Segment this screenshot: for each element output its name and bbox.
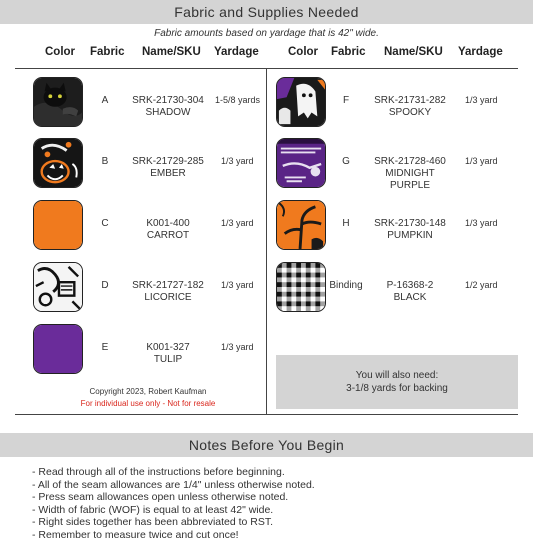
note-item: - Right sides together has been abbreviated to RST.	[32, 516, 274, 528]
copyright-text: Copyright 2023, Robert Kaufman	[89, 387, 207, 396]
fabric-yardage: 1/3 yard	[465, 218, 498, 228]
gingham-check-icon	[276, 262, 326, 312]
fabric-letter: F	[342, 95, 350, 106]
col-name-sku-right: Name/SKU	[384, 46, 443, 58]
col-yardage-right: Yardage	[458, 46, 503, 58]
solid-purple-icon	[33, 324, 83, 374]
fabric-name-sku: K001-400 CARROT	[146, 218, 190, 241]
fabric-yardage: 1/2 yard	[465, 280, 498, 290]
fabric-row-binding	[276, 262, 518, 324]
note-item: - Press seam allowances open unless otherwise noted.	[32, 491, 289, 503]
col-name-sku-left: Name/SKU	[142, 46, 201, 58]
fabric-name-sku: SRK-21727-182 LICORICE	[132, 280, 204, 303]
fabric-name-sku: P-16368-2 BLACK	[386, 280, 434, 303]
fabric-yardage: 1/3 yard	[221, 280, 254, 290]
fabric-row-d	[33, 262, 263, 324]
black-cat-print-icon	[33, 77, 83, 127]
notes-banner	[0, 433, 533, 457]
pumpkin-faces-print-icon	[33, 138, 83, 188]
col-fabric-right: Fabric	[331, 46, 366, 58]
col-yardage-left: Yardage	[214, 46, 259, 58]
fabric-letter: B	[101, 156, 109, 167]
fabric-supplies-banner	[0, 0, 533, 24]
fabric-letter: A	[101, 95, 109, 106]
fabric-yardage: 1/3 yard	[465, 156, 498, 166]
solid-orange-icon	[33, 200, 83, 250]
fabric-yardage: 1/3 yard	[221, 342, 254, 352]
fabric-yardage: 1-5/8 yards	[215, 95, 261, 105]
fabric-letter: D	[101, 280, 109, 291]
fabric-name-sku: K001-327 TULIP	[146, 342, 190, 365]
note-item: - All of the seam allowances are 1/4" unless otherwise noted.	[32, 478, 315, 491]
fabric-row-e	[33, 324, 263, 386]
note-item: - Remember to measure twice and cut once!	[32, 528, 239, 541]
col-color-left: Color	[45, 46, 76, 58]
notes-title: Notes Before You Begin	[188, 437, 345, 453]
fabric-yardage: 1/3 yard	[221, 156, 254, 166]
fabric-name-sku: SRK-21730-148 PUMPKIN	[374, 218, 446, 241]
fabric-letter: G	[342, 156, 350, 167]
fabric-row-c	[33, 200, 263, 262]
col-color-right: Color	[288, 46, 319, 58]
fabric-row-g	[276, 138, 518, 200]
fabric-letter: C	[101, 218, 109, 229]
fabric-yardage: 1/3 yard	[465, 95, 498, 105]
skeleton-print-icon	[276, 138, 326, 188]
fabric-name-sku: SRK-21731-282 SPOOKY	[374, 95, 446, 118]
orange-tree-print-icon	[276, 200, 326, 250]
personal-use-warning: For individual use only - Not for resale	[80, 399, 216, 408]
table-bottom-rule	[15, 414, 518, 415]
fabric-row-b	[33, 138, 263, 200]
note-item: - Width of fabric (WOF) is equal to at least 42" wide.	[32, 503, 274, 516]
col-fabric-left: Fabric	[90, 46, 125, 58]
fabric-name-sku: SRK-21730-304 SHADOW	[132, 95, 204, 118]
section-title: Fabric and Supplies Needed	[174, 4, 359, 20]
additional-supplies-box	[276, 355, 518, 409]
ghost-print-icon	[276, 77, 326, 127]
notes-list	[32, 466, 315, 541]
fabric-row-a	[33, 77, 263, 139]
fabric-width-note: Fabric amounts based on yardage that is 42" wide.	[154, 28, 379, 39]
fabric-letter: H	[342, 218, 350, 229]
fabric-letter: E	[101, 342, 109, 353]
fabric-yardage: 1/3 yard	[221, 218, 254, 228]
fabric-row-f	[276, 77, 518, 139]
fabric-letter: Binding	[329, 280, 363, 291]
fabric-name-sku: SRK-21729-285 EMBER	[132, 156, 204, 179]
black-white-doodle-print-icon	[33, 262, 83, 312]
backing-yardage: 3-1/8 yards for backing	[346, 383, 448, 394]
center-divider	[266, 68, 267, 414]
note-item: - Read through all of the instructions before beginning.	[32, 466, 285, 478]
fabric-name-sku: SRK-21728-460 MIDNIGHT PURPLE	[374, 156, 446, 191]
additional-supplies-label: You will also need:	[355, 370, 439, 381]
fabric-row-h	[276, 200, 518, 262]
